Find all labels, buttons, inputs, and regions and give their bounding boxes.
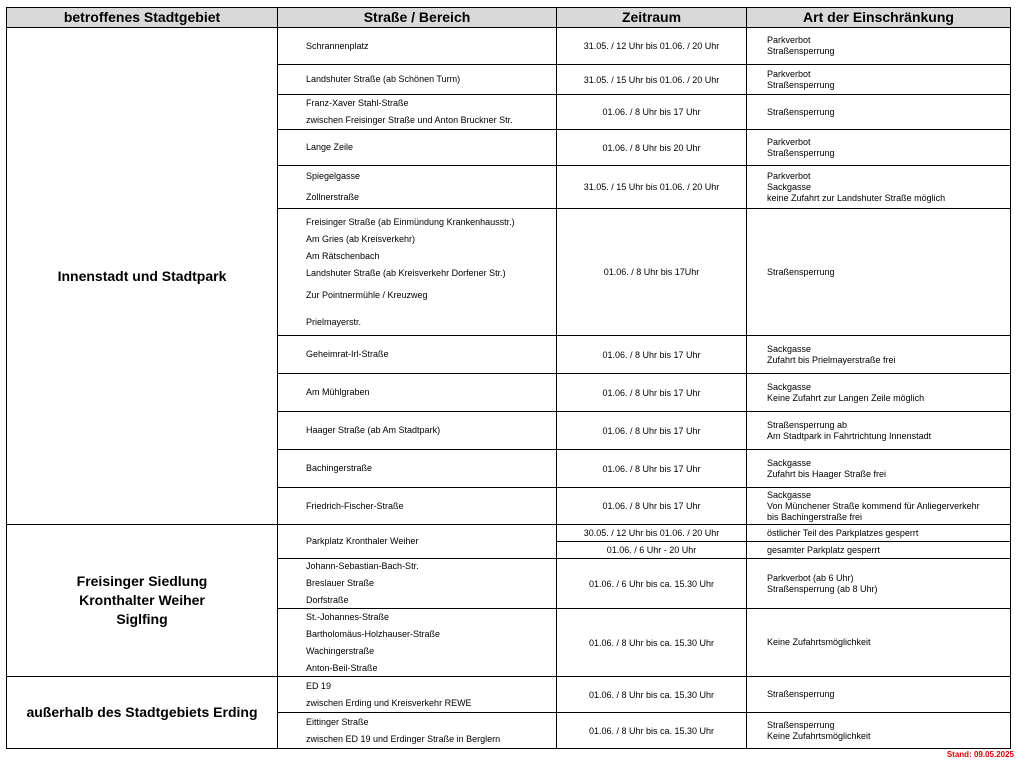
street-cell: Parkplatz Kronthaler Weiher	[278, 525, 557, 559]
period-cell: 01.06. / 8 Uhr bis 17Uhr	[557, 209, 747, 336]
restriction-cell: Sackgasse Zufahrt bis Prielmayerstraße frei	[747, 336, 1011, 374]
street-cell: St.-Johannes-Straße Bartholomäus-Holzhauser-Straße Wachingerstraße Anton-Beil-Straße	[278, 609, 557, 677]
street-cell: Schrannenplatz	[278, 28, 557, 65]
street-cell: Friedrich-Fischer-Straße	[278, 488, 557, 525]
street-cell: Haager Straße (ab Am Stadtpark)	[278, 412, 557, 450]
restriction-cell: Straßensperrung	[747, 677, 1011, 713]
period-cell: 31.05. / 12 Uhr bis 01.06. / 20 Uhr	[557, 28, 747, 65]
restriction-cell: Sackgasse Keine Zufahrt zur Langen Zeile möglich	[747, 374, 1011, 412]
period-cell: 31.05. / 15 Uhr bis 01.06. / 20 Uhr	[557, 166, 747, 209]
closures-table	[6, 7, 1011, 749]
restriction-cell: Straßensperrung Keine Zufahrtsmöglichkeit	[747, 713, 1011, 749]
restriction-cell: Parkverbot Straßensperrung	[747, 130, 1011, 166]
restriction-cell: gesamter Parkplatz gesperrt	[747, 542, 1011, 559]
restriction-cell: Parkverbot Sackgasse keine Zufahrt zur Landshuter Straße möglich	[747, 166, 1011, 209]
region-ausserhalb: außerhalb des Stadtgebiets Erding	[7, 677, 278, 749]
restriction-cell: Keine Zufahrtsmöglichkeit	[747, 609, 1011, 677]
header-restriction: Art der Einschränkung	[747, 8, 1011, 28]
period-cell: 01.06. / 8 Uhr bis 17 Uhr	[557, 450, 747, 488]
period-cell: 01.06. / 8 Uhr bis 17 Uhr	[557, 412, 747, 450]
period-cell: 01.06. / 8 Uhr bis 17 Uhr	[557, 488, 747, 525]
header-street: Straße / Bereich	[278, 8, 557, 28]
street-cell: Lange Zeile	[278, 130, 557, 166]
table-row	[7, 525, 1011, 542]
region-innenstadt: Innenstadt und Stadtpark	[7, 28, 278, 525]
period-cell: 01.06. / 8 Uhr bis ca. 15.30 Uhr	[557, 677, 747, 713]
period-cell: 01.06. / 6 Uhr - 20 Uhr	[557, 542, 747, 559]
restriction-cell: östlicher Teil des Parkplatzes gesperrt	[747, 525, 1011, 542]
stand-date: Stand: 09.05.2025	[946, 750, 1014, 759]
period-cell: 31.05. / 15 Uhr bis 01.06. / 20 Uhr	[557, 65, 747, 95]
header-area: betroffenes Stadtgebiet	[7, 8, 278, 28]
period-cell: 01.06. / 8 Uhr bis 20 Uhr	[557, 130, 747, 166]
period-cell: 01.06. / 6 Uhr bis ca. 15.30 Uhr	[557, 559, 747, 609]
restriction-cell: Sackgasse Von Münchener Straße kommend für Anliegerverkehr bis Bachingerstraße frei	[747, 488, 1011, 525]
period-cell: 01.06. / 8 Uhr bis 17 Uhr	[557, 374, 747, 412]
street-cell: Landshuter Straße (ab Schönen Turm)	[278, 65, 557, 95]
street-cell: Johann-Sebastian-Bach-Str. Breslauer Straße Dorfstraße	[278, 559, 557, 609]
period-cell: 01.06. / 8 Uhr bis 17 Uhr	[557, 336, 747, 374]
header-period: Zeitraum	[557, 8, 747, 28]
restriction-cell: Straßensperrung ab Am Stadtpark in Fahrtrichtung Innenstadt	[747, 412, 1011, 450]
restriction-cell: Parkverbot Straßensperrung	[747, 65, 1011, 95]
street-cell: ED 19 zwischen Erding und Kreisverkehr REWE	[278, 677, 557, 713]
street-cell: Geheimrat-Irl-Straße	[278, 336, 557, 374]
period-cell: 01.06. / 8 Uhr bis ca. 15.30 Uhr	[557, 609, 747, 677]
restriction-cell: Parkverbot Straßensperrung	[747, 28, 1011, 65]
street-cell: Freisinger Straße (ab Einmündung Krankenhausstr.) Am Gries (ab Kreisverkehr) Am Rätschenbach Landshuter Straße (ab Kreisverkehr Dorfener Str.) Zur Pointnermühle / Kreuzweg Prielmayerstr.	[278, 209, 557, 336]
table-row	[7, 677, 1011, 713]
period-cell: 30.05. / 12 Uhr bis 01.06. / 20 Uhr	[557, 525, 747, 542]
street-cell: Eittinger Straße zwischen ED 19 und Erdinger Straße in Berglern	[278, 713, 557, 749]
table-row	[7, 28, 1011, 65]
restriction-cell: Straßensperrung	[747, 95, 1011, 130]
restriction-cell: Parkverbot (ab 6 Uhr) Straßensperrung (ab 8 Uhr)	[747, 559, 1011, 609]
period-cell: 01.06. / 8 Uhr bis 17 Uhr	[557, 95, 747, 130]
street-cell: Am Mühlgraben	[278, 374, 557, 412]
street-cell: Franz-Xaver Stahl-Straße zwischen Freisinger Straße und Anton Bruckner Str.	[278, 95, 557, 130]
region-freising: Freisinger Siedlung Kronthalter Weiher Siglfing	[7, 525, 278, 677]
header-row	[7, 8, 1011, 28]
street-cell: Bachingerstraße	[278, 450, 557, 488]
restriction-cell: Straßensperrung	[747, 209, 1011, 336]
street-cell: Spiegelgasse Zollnerstraße	[278, 166, 557, 209]
period-cell: 01.06. / 8 Uhr bis ca. 15.30 Uhr	[557, 713, 747, 749]
restriction-cell: Sackgasse Zufahrt bis Haager Straße frei	[747, 450, 1011, 488]
